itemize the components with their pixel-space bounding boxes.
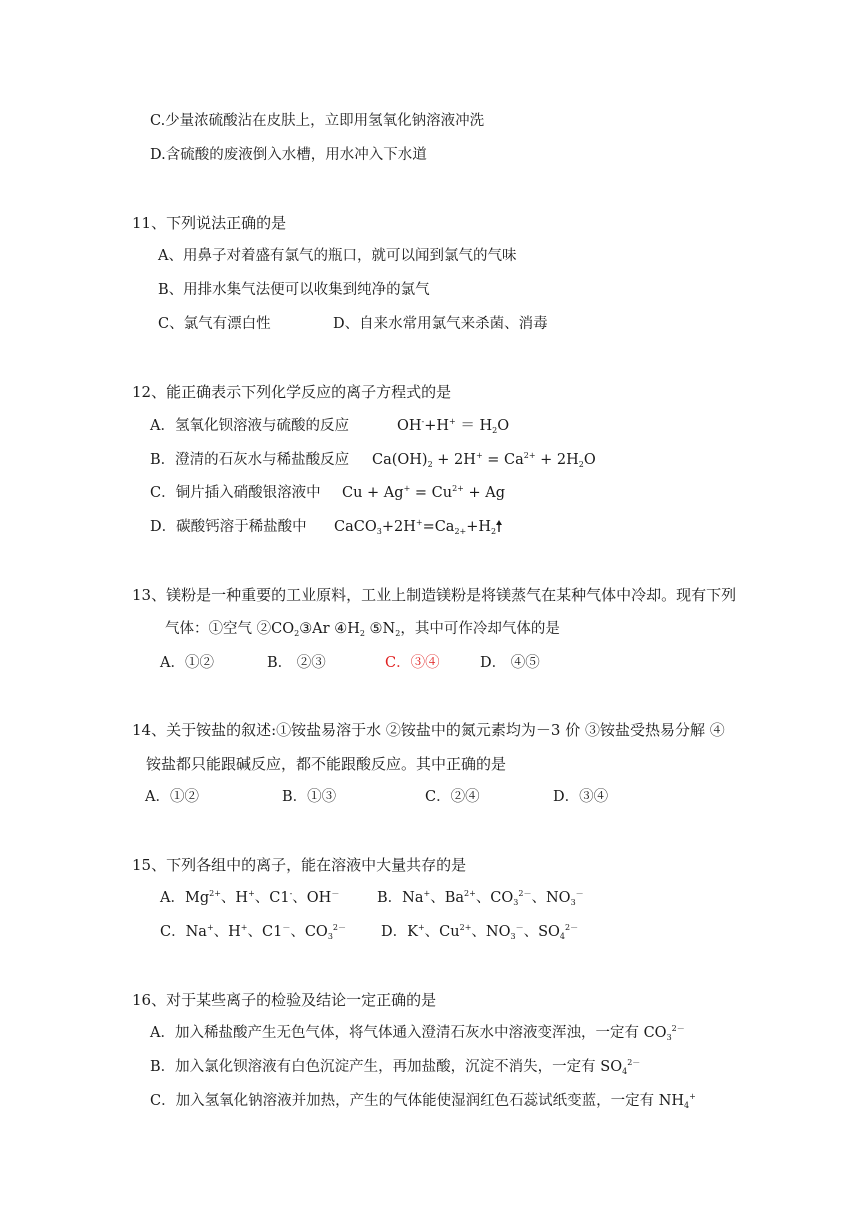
gas-up-arrow-icon [496, 520, 502, 532]
q16-option-a: A．加入稀盐酸产生无色气体，将气体通入澄清石灰水中溶液变浑浊，一定有 $CO_3^{2-}$ [150, 1024, 685, 1042]
q12-stem: 12、能正确表示下列化学反应的离子方程式的是 [132, 383, 452, 401]
q16-option-c: C．加入氢氧化钠溶液并加热，产生的气体能使湿润红色石蕊试纸变蓝，一定有 $NH_4^+$ [150, 1092, 696, 1110]
q12-option-d-equation: $CaCO_3+2H^+=Ca_{2+}+H_2$ [334, 517, 502, 537]
q10-option-d: D.含硫酸的废液倒入水槽，用水冲入下水道 [150, 147, 427, 163]
q14-option-a: A．①② [145, 789, 199, 805]
q15-option-c: C．Na+、H+、C1－、$CO_3^{2-}$ [160, 923, 346, 941]
q12-option-a-equation: $OH^-+H^+ = H_2O$ [397, 417, 510, 435]
q12-option-d-text: D．碳酸钙溶于稀盐酸中 [150, 519, 307, 535]
q14-stem: 14、关于铵盐的叙述:①铵盐易溶于水 ②铵盐中的氮元素均为－3 价 ③铵盐受热易分解 ④ [132, 721, 725, 739]
q15-option-d: D．K+、$Cu^{2+}$、$NO_3^-$、$SO_4^{2-}$ [381, 923, 579, 941]
q14-option-d: D．③④ [553, 789, 609, 805]
q12-option-b-text: B．澄清的石灰水与稀盐酸反应 [150, 452, 350, 468]
q16-stem: 16、对于某些离子的检验及结论一定正确的是 [132, 991, 437, 1009]
q12-option-c-text: C．铜片插入硝酸银溶液中 [150, 485, 321, 501]
q13-option-d: D． ④⑤ [480, 655, 540, 671]
q11-option-a: A、用鼻子对着盛有氯气的瓶口，就可以闻到氯气的气味 [158, 248, 517, 264]
q13-stem-cont: 气体：①空气 $②CO_2③Ar$ $④H_2$ $⑤N_2$，其中可作冷却气体的是 [165, 621, 560, 638]
q12-option-a-text: A．氢氧化钡溶液与硫酸的反应 [150, 418, 349, 434]
q16-option-b: B．加入氯化钡溶液有白色沉淀产生，再加盐酸，沉淀不消失，一定有 $SO_4^{2-}$ [150, 1058, 641, 1076]
q14-option-b: B．①③ [282, 789, 337, 805]
q11-option-b: B、用排水集气法便可以收集到纯净的氯气 [158, 282, 430, 298]
q13-option-c-answer: C．③④ [385, 655, 440, 671]
q11-stem: 11、下列说法正确的是 [132, 214, 287, 232]
q15-option-b: B．Na+、$Ba^{2+}$、$CO_3^{2-}$、$NO_3^-$ [377, 889, 584, 907]
q13-stem: 13、镁粉是一种重要的工业原料，工业上制造镁粉是将镁蒸气在某种气体中冷却。现有下列 [132, 586, 737, 604]
q14-stem-cont: 铵盐都只能跟碱反应，都不能跟酸反应。其中正确的是 [146, 755, 507, 773]
q15-option-a: A．$Mg^{2+}$、H+、C1-、OH－ [160, 889, 340, 906]
q10-option-c: C.少量浓硫酸沾在皮肤上，立即用氢氧化钠溶液冲洗 [150, 113, 485, 129]
q13-option-a: A．①② [160, 655, 214, 671]
q15-stem: 15、下列各组中的离子，能在溶液中大量共存的是 [132, 856, 467, 874]
q12-option-c-equation: $Cu + Ag^+ = Cu^{2+} + Ag$ [342, 484, 505, 501]
q13-option-b: B． ②③ [267, 655, 326, 671]
q12-option-b-equation: $Ca(OH)_2 + 2H^+ = Ca^{2+} + 2H_2O$ [372, 451, 596, 469]
q11-option-d: D、自来水常用氯气来杀菌、消毒 [333, 316, 548, 332]
q11-option-c: C、氯气有漂白性 [158, 316, 271, 332]
q14-option-c: C．②④ [425, 789, 480, 805]
